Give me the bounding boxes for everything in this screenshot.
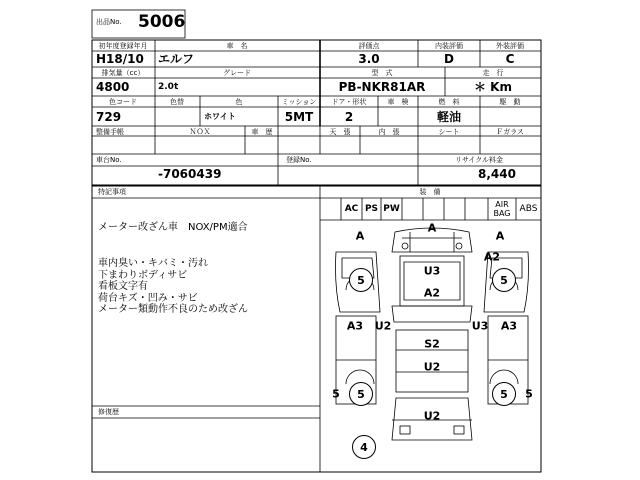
fuel: 軽油 <box>436 110 462 124</box>
label-windshield: Ｆガラス <box>496 128 524 136</box>
transmission: 5MT <box>284 110 314 124</box>
label-equipment: 装 備 <box>419 188 441 196</box>
label-color-code: 色コード <box>109 98 137 106</box>
tire-grade-label: 5 <box>332 387 340 401</box>
equipment-abs: ABS <box>519 204 538 214</box>
label-registration-number: 登録No. <box>286 156 312 164</box>
car-name: エルフ <box>158 52 195 66</box>
damage-mark: U2 <box>423 409 441 423</box>
label-displacement: 排気量（cc） <box>101 69 145 77</box>
recycle-fee: 8,440 <box>478 167 516 181</box>
label-color: 色 <box>235 98 243 106</box>
special-note-line2: 車内臭い・キバミ・汚れ <box>98 258 208 269</box>
special-note-line4: 看板文字有 <box>98 281 148 292</box>
model-code: PB-NKR81AR <box>338 80 426 94</box>
first-registration: H18/10 <box>96 52 144 66</box>
label-seat: シート <box>438 128 460 136</box>
equipment-ac: AC <box>344 204 359 214</box>
damage-mark: A3 <box>500 319 518 333</box>
damage-mark: A3 <box>346 319 364 333</box>
label-repair-history: 修復歴 <box>98 408 119 416</box>
lot-label: 出品No. <box>96 18 122 26</box>
equipment-pw: PW <box>383 204 400 214</box>
exterior-grade: C <box>505 52 515 66</box>
special-note-line1: メーター改ざん車 NOX/PM適合 <box>98 222 248 233</box>
label-special-notes: 特記事項 <box>98 188 126 196</box>
label-exterior-grade: 外装評価 <box>496 42 524 50</box>
chassis-number: -7060439 <box>158 167 222 181</box>
special-note-line3: 下まわりボディサビ <box>98 269 188 281</box>
label-recycle-fee: リサイクル料金 <box>454 156 504 164</box>
lot-number: 5006 <box>138 12 186 32</box>
tire-grade-circle: 5 <box>492 382 516 406</box>
label-color-change: 色替 <box>170 98 184 106</box>
label-doors: ドア・形状 <box>331 98 367 106</box>
label-score: 評価点 <box>358 42 380 50</box>
damage-mark: U3 <box>423 264 441 278</box>
tire-grade-circle: 5 <box>492 268 516 292</box>
color: ホワイト <box>204 112 236 121</box>
label-drive: 駆 動 <box>499 98 521 106</box>
label-interior-grade: 内装評価 <box>435 42 463 50</box>
label-mileage: 走 行 <box>482 69 504 77</box>
mileage: ＊ Km <box>474 80 512 94</box>
label-inspection: 車 検 <box>387 98 409 106</box>
damage-mark: U3 <box>471 319 489 333</box>
label-maintenance-book: 整備手帳 <box>96 128 124 136</box>
label-model-code: 型 式 <box>371 69 393 77</box>
label-fuel: 燃 料 <box>438 98 460 106</box>
doors: 2 <box>344 110 354 124</box>
label-history: 車 歴 <box>251 128 273 136</box>
interior-grade: D <box>444 52 454 66</box>
grade: 2.0t <box>158 82 179 92</box>
damage-mark: A <box>355 229 365 243</box>
equipment-airbag: AIR BAG <box>493 200 511 218</box>
equipment-ps: PS <box>364 204 379 214</box>
damage-mark: A2 <box>423 286 441 300</box>
label-first-registration: 初年度登録年月 <box>98 42 148 50</box>
label-transmission: ミッション <box>281 98 317 106</box>
special-note-line5: 荷台キズ・凹み・サビ <box>98 292 198 304</box>
tire-grade-circle: 5 <box>349 268 373 292</box>
score: 3.0 <box>358 52 380 66</box>
label-car-name: 車 名 <box>226 42 248 50</box>
label-interior-trim: 内 張 <box>378 128 400 136</box>
damage-mark: U2 <box>374 319 392 333</box>
damage-mark: A2 <box>483 250 501 264</box>
label-chassis-number: 車台No. <box>96 156 122 164</box>
label-nox: ＮＯＸ <box>189 128 211 136</box>
label-grade: グレード <box>223 69 251 77</box>
tire-grade-circle: 5 <box>349 382 373 406</box>
special-note-line6: メーター類動作不良のため改ざん <box>98 304 248 315</box>
spare-tire-circle: 4 <box>352 435 376 459</box>
displacement: 4800 <box>96 80 130 94</box>
damage-mark: A <box>495 229 505 243</box>
damage-mark: U2 <box>423 360 441 374</box>
label-headliner: 天 張 <box>329 128 351 136</box>
damage-mark: S2 <box>424 337 440 351</box>
color-code: 729 <box>96 110 122 124</box>
tire-grade-label: 5 <box>525 387 533 401</box>
damage-mark: A <box>427 221 437 235</box>
